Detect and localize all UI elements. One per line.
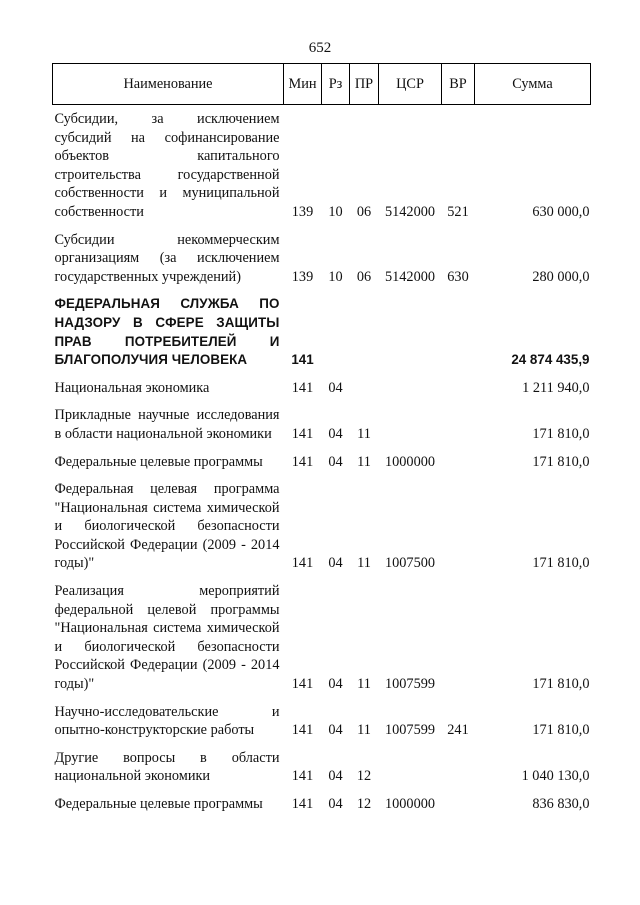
table-row (53, 370, 591, 398)
table-row (53, 471, 591, 573)
row-rz: 04 (328, 379, 343, 396)
row-min: 141 (291, 425, 314, 442)
table-row (53, 740, 591, 786)
table-row (53, 444, 591, 472)
row-name: Федеральные целевые программы (54, 796, 263, 812)
row-csr: 5142000 (384, 268, 436, 285)
row-vr (442, 786, 475, 814)
row-rz: 10 (328, 268, 343, 285)
row-rz: 04 (328, 676, 343, 693)
header-vr: ВР (442, 64, 475, 105)
row-sum: 171 810,0 (532, 555, 590, 572)
row-vr (442, 286, 475, 369)
header-csr: ЦСР (379, 64, 442, 105)
table-row (53, 222, 591, 287)
row-rz: 04 (328, 796, 343, 812)
row-csr: 1007599 (384, 722, 436, 739)
row-pr: 06 (356, 203, 372, 220)
row-name: Федеральная целевая программа "Национальная система химической и биологической безопасности Российской Федерации (2009 - 2014 годы)" (54, 481, 280, 572)
row-pr: 11 (357, 722, 371, 739)
row-rz: 04 (328, 453, 343, 470)
header-name: Наименование (53, 64, 284, 105)
page-number: 652 (308, 40, 332, 56)
header-pr: ПР (350, 64, 379, 105)
row-pr: 12 (356, 796, 372, 812)
row-pr: 11 (357, 425, 371, 442)
row-pr: 11 (357, 453, 371, 470)
row-sum: 280 000,0 (532, 268, 590, 285)
row-pr: 11 (357, 676, 371, 693)
row-rz: 10 (328, 203, 343, 220)
row-vr (442, 370, 475, 398)
row-vr (442, 444, 475, 472)
row-rz: 04 (328, 555, 343, 572)
row-csr (379, 740, 442, 786)
row-min: 141 (291, 555, 314, 572)
row-csr: 1007500 (384, 555, 436, 572)
row-csr (379, 370, 442, 398)
row-sum: 836 830,0 (532, 796, 590, 812)
table-row (53, 397, 591, 443)
row-sum: 1 211 940,0 (522, 379, 590, 396)
row-min: 139 (291, 268, 314, 285)
row-name: Прикладные научные исследования в области национальной экономики (54, 407, 280, 442)
row-csr (379, 286, 442, 369)
row-rz: 04 (328, 768, 343, 785)
row-sum: 24 874 435,9 (511, 352, 590, 368)
row-name: Реализация мероприятий федеральной целевой программы "Национальная система химической и биологической безопасности Российской Федерации (2009 - 2014 годы)" (54, 583, 280, 693)
row-rz: 04 (328, 425, 343, 442)
table-header-row (53, 64, 591, 105)
row-pr: 11 (357, 555, 371, 572)
row-rz: 04 (328, 722, 343, 739)
row-min: 139 (291, 203, 314, 220)
row-vr (442, 573, 475, 694)
row-pr (350, 286, 379, 369)
row-name: Субсидии, за исключением субсидий на софинансирование объектов капитального строительства государственной собственности и муниципальной собственности (54, 111, 280, 220)
row-csr: 1007599 (384, 676, 436, 693)
row-sum: 171 810,0 (532, 676, 590, 693)
table-row (53, 573, 591, 694)
row-vr: 241 (447, 722, 469, 739)
row-sum: 171 810,0 (532, 722, 590, 739)
row-name: Федеральные целевые программы (54, 453, 263, 470)
row-csr: 1000000 (384, 796, 436, 812)
row-name: Субсидии некоммерческим организациям (за исключением государственных учреждений) (54, 231, 280, 285)
row-csr: 5142000 (384, 203, 436, 220)
row-vr (442, 397, 475, 443)
table-row (53, 105, 591, 222)
table-row (53, 786, 591, 814)
row-rz (322, 286, 350, 369)
budget-table (52, 63, 591, 814)
header-min: Мин (284, 64, 322, 105)
header-sum: Сумма (475, 64, 591, 105)
row-pr (350, 370, 379, 398)
table-row (53, 286, 591, 369)
row-min: 141 (291, 379, 314, 396)
row-sum: 171 810,0 (532, 425, 590, 442)
row-sum: 630 000,0 (532, 203, 590, 220)
row-name: Национальная экономика (54, 379, 210, 396)
row-csr: 1000000 (384, 453, 436, 470)
row-name: ФЕДЕРАЛЬНАЯ СЛУЖБА ПО НАДЗОРУ В СФЕРЕ ЗАЩИТЫ ПРАВ ПОТРЕБИТЕЛЕЙ И БЛАГОПОЛУЧИЯ ЧЕЛОВЕКА (54, 296, 280, 368)
row-vr (442, 471, 475, 573)
row-sum: 171 810,0 (532, 453, 590, 470)
row-pr: 06 (356, 268, 372, 285)
row-min: 141 (291, 768, 314, 785)
row-min: 141 (291, 796, 314, 812)
row-name: Научно-исследовательские и опытно-конструкторские работы (54, 703, 280, 739)
row-min: 141 (291, 676, 314, 693)
row-min: 141 (291, 352, 314, 368)
row-sum: 1 040 130,0 (521, 768, 590, 785)
row-vr: 521 (447, 203, 469, 220)
row-name: Другие вопросы в области национальной экономики (54, 749, 280, 785)
row-vr (442, 740, 475, 786)
row-vr: 630 (447, 268, 469, 285)
header-rz: Рз (322, 64, 350, 105)
row-min: 141 (291, 453, 314, 470)
row-pr: 12 (356, 768, 372, 785)
table-row (53, 694, 591, 740)
row-min: 141 (291, 722, 314, 739)
row-csr (379, 397, 442, 443)
